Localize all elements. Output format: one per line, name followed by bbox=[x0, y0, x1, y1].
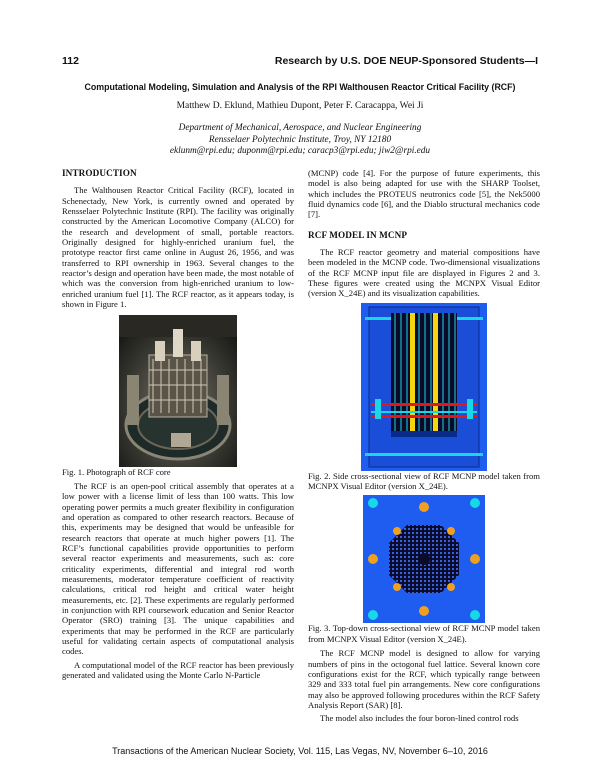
figure-3-caption: Fig. 3. Top-down cross-sectional view of RCF MCNP model taken from MCNPX Visual Editor (version X_24E). bbox=[308, 623, 540, 644]
figure-1-caption: Fig. 1. Photograph of RCF core bbox=[62, 467, 171, 478]
rcf-model-paragraph-2: The RCF MCNP model is designed to allow for varying numbers of pins in the octogonal fuel lattice. Several known core configurations exist for the RCF, which typically range between 329 and 333 total fuel pin arrangements. New core configurations may also be approved following procedures within the RCF Safety Analysis Report (SAR) [8]. bbox=[308, 648, 540, 710]
rcf-model-paragraph-1: The RCF reactor geometry and material compositions have been modeled in the MCNP code. Two-dimensional visualizations of the RCF MCNP input file are displayed in Figures 2 and 3. These figures were created using the MCNPX Visual Editor (version X_24E) and its visualization capabilities. bbox=[308, 247, 540, 299]
affiliation-emails: eklunm@rpi.edu; duponm@rpi.edu; caracp3@rpi.edu; jiw2@rpi.edu bbox=[169, 146, 431, 156]
running-head: Research by U.S. DOE NEUP-Sponsored Students—I bbox=[274, 55, 538, 67]
author-list: Matthew D. Eklund, Mathieu Dupont, Peter F. Caracappa, Wei Ji bbox=[176, 101, 424, 111]
page-number: 112 bbox=[62, 55, 79, 67]
section-heading-rcf-model: RCF MODEL IN MCNP bbox=[308, 229, 408, 240]
page-footer: Transactions of the American Nuclear Society, Vol. 115, Las Vegas, NV, November 6–10, 2016 bbox=[112, 746, 488, 756]
reactor-core-photo-image bbox=[119, 315, 237, 467]
mcnp-top-cross-section bbox=[363, 495, 485, 623]
rcf-model-paragraph-3: The model also includes the four boron-lined control rods bbox=[320, 713, 519, 724]
affiliation bbox=[40, 123, 560, 158]
section-heading-introduction: INTRODUCTION bbox=[62, 168, 137, 178]
mcnp-side-cross-section bbox=[361, 303, 487, 471]
intro-paragraph-1: The Walthousen Reactor Critical Facility (RCF), located in Schenectady, New York, is currently owned and operated by Rensselaer Polytechnic Institute (RPI). The facility was originally constructed by the American Locomotive Company (ALCO) for the research and development of small, portable reactors. Originally designed for highly-enriched uranium fuel, the prototype reactor first came online in August 26, 1956, and was transferred to RPI ownership in 1963. Several changes to the reactor’s design and operation have been made, the most notable of which was the conversion from high-enriched uranium to low-enriched uranium fuel [1]. The RCF reactor, as it appears today, is shown in Figure 1. bbox=[62, 185, 294, 310]
right-paragraph-continued: (MCNP) code [4]. For the purpose of future experiments, this model is also being adapted for use with the SHARP Toolset, which includes the PROTEUS neutronics code [5], the Nek5000 fluid dynamics code [6], and the Diablo structural mechanics code [7]. bbox=[308, 168, 540, 220]
paper-title: Computational Modeling, Simulation and Analysis of the RPI Walthousen Reactor Critical Facility (RCF) bbox=[84, 82, 516, 92]
figure-2-caption: Fig. 2. Side cross-sectional view of RCF MCNP model taken from MCNPX Visual Editor (version X_24E). bbox=[308, 470, 540, 492]
intro-paragraph-3: A computational model of the RCF reactor has been previously generated and validated using the Monte Carlo N-Particle bbox=[62, 659, 294, 680]
figure-1-photo bbox=[119, 315, 237, 467]
figure-2-side-view bbox=[361, 303, 487, 471]
affiliation-institute: Rensselaer Polytechnic Institute, Troy, NY 12180 bbox=[208, 134, 392, 145]
right-column bbox=[308, 168, 540, 727]
figure-3-top-view bbox=[363, 495, 485, 623]
affiliation-department: Department of Mechanical, Aerospace, and Nuclear Engineering bbox=[178, 123, 422, 133]
intro-paragraph-2: The RCF is an open-pool critical assembly that operates at a low power with a license limit of less than 100 watts. This low operating power permits a much greater flexibility in configuration and operation as compared to other research reactors. Because of this, experiments may be designed that would be unfeasible for research reactors that operate at much higher powers [1]. The RCF’s functional capabilities provide opportunities to perform several reactor experiments and measurements, such as: core criticality experiments, differential and integral rod worth measurements, moderator temperature coefficient of reactivity calculations, critical rod height and critical water height measurements, etc. [2]. These experiments are regularly performed in conjunction with RPI coursework education and Senior Reactor Operator (SRO) training [3]. The unique capabilities and experiments that may be performed in the RCF are particularly useful for validating certain aspects of computational analysis codes. bbox=[62, 480, 294, 657]
left-column bbox=[62, 168, 294, 683]
